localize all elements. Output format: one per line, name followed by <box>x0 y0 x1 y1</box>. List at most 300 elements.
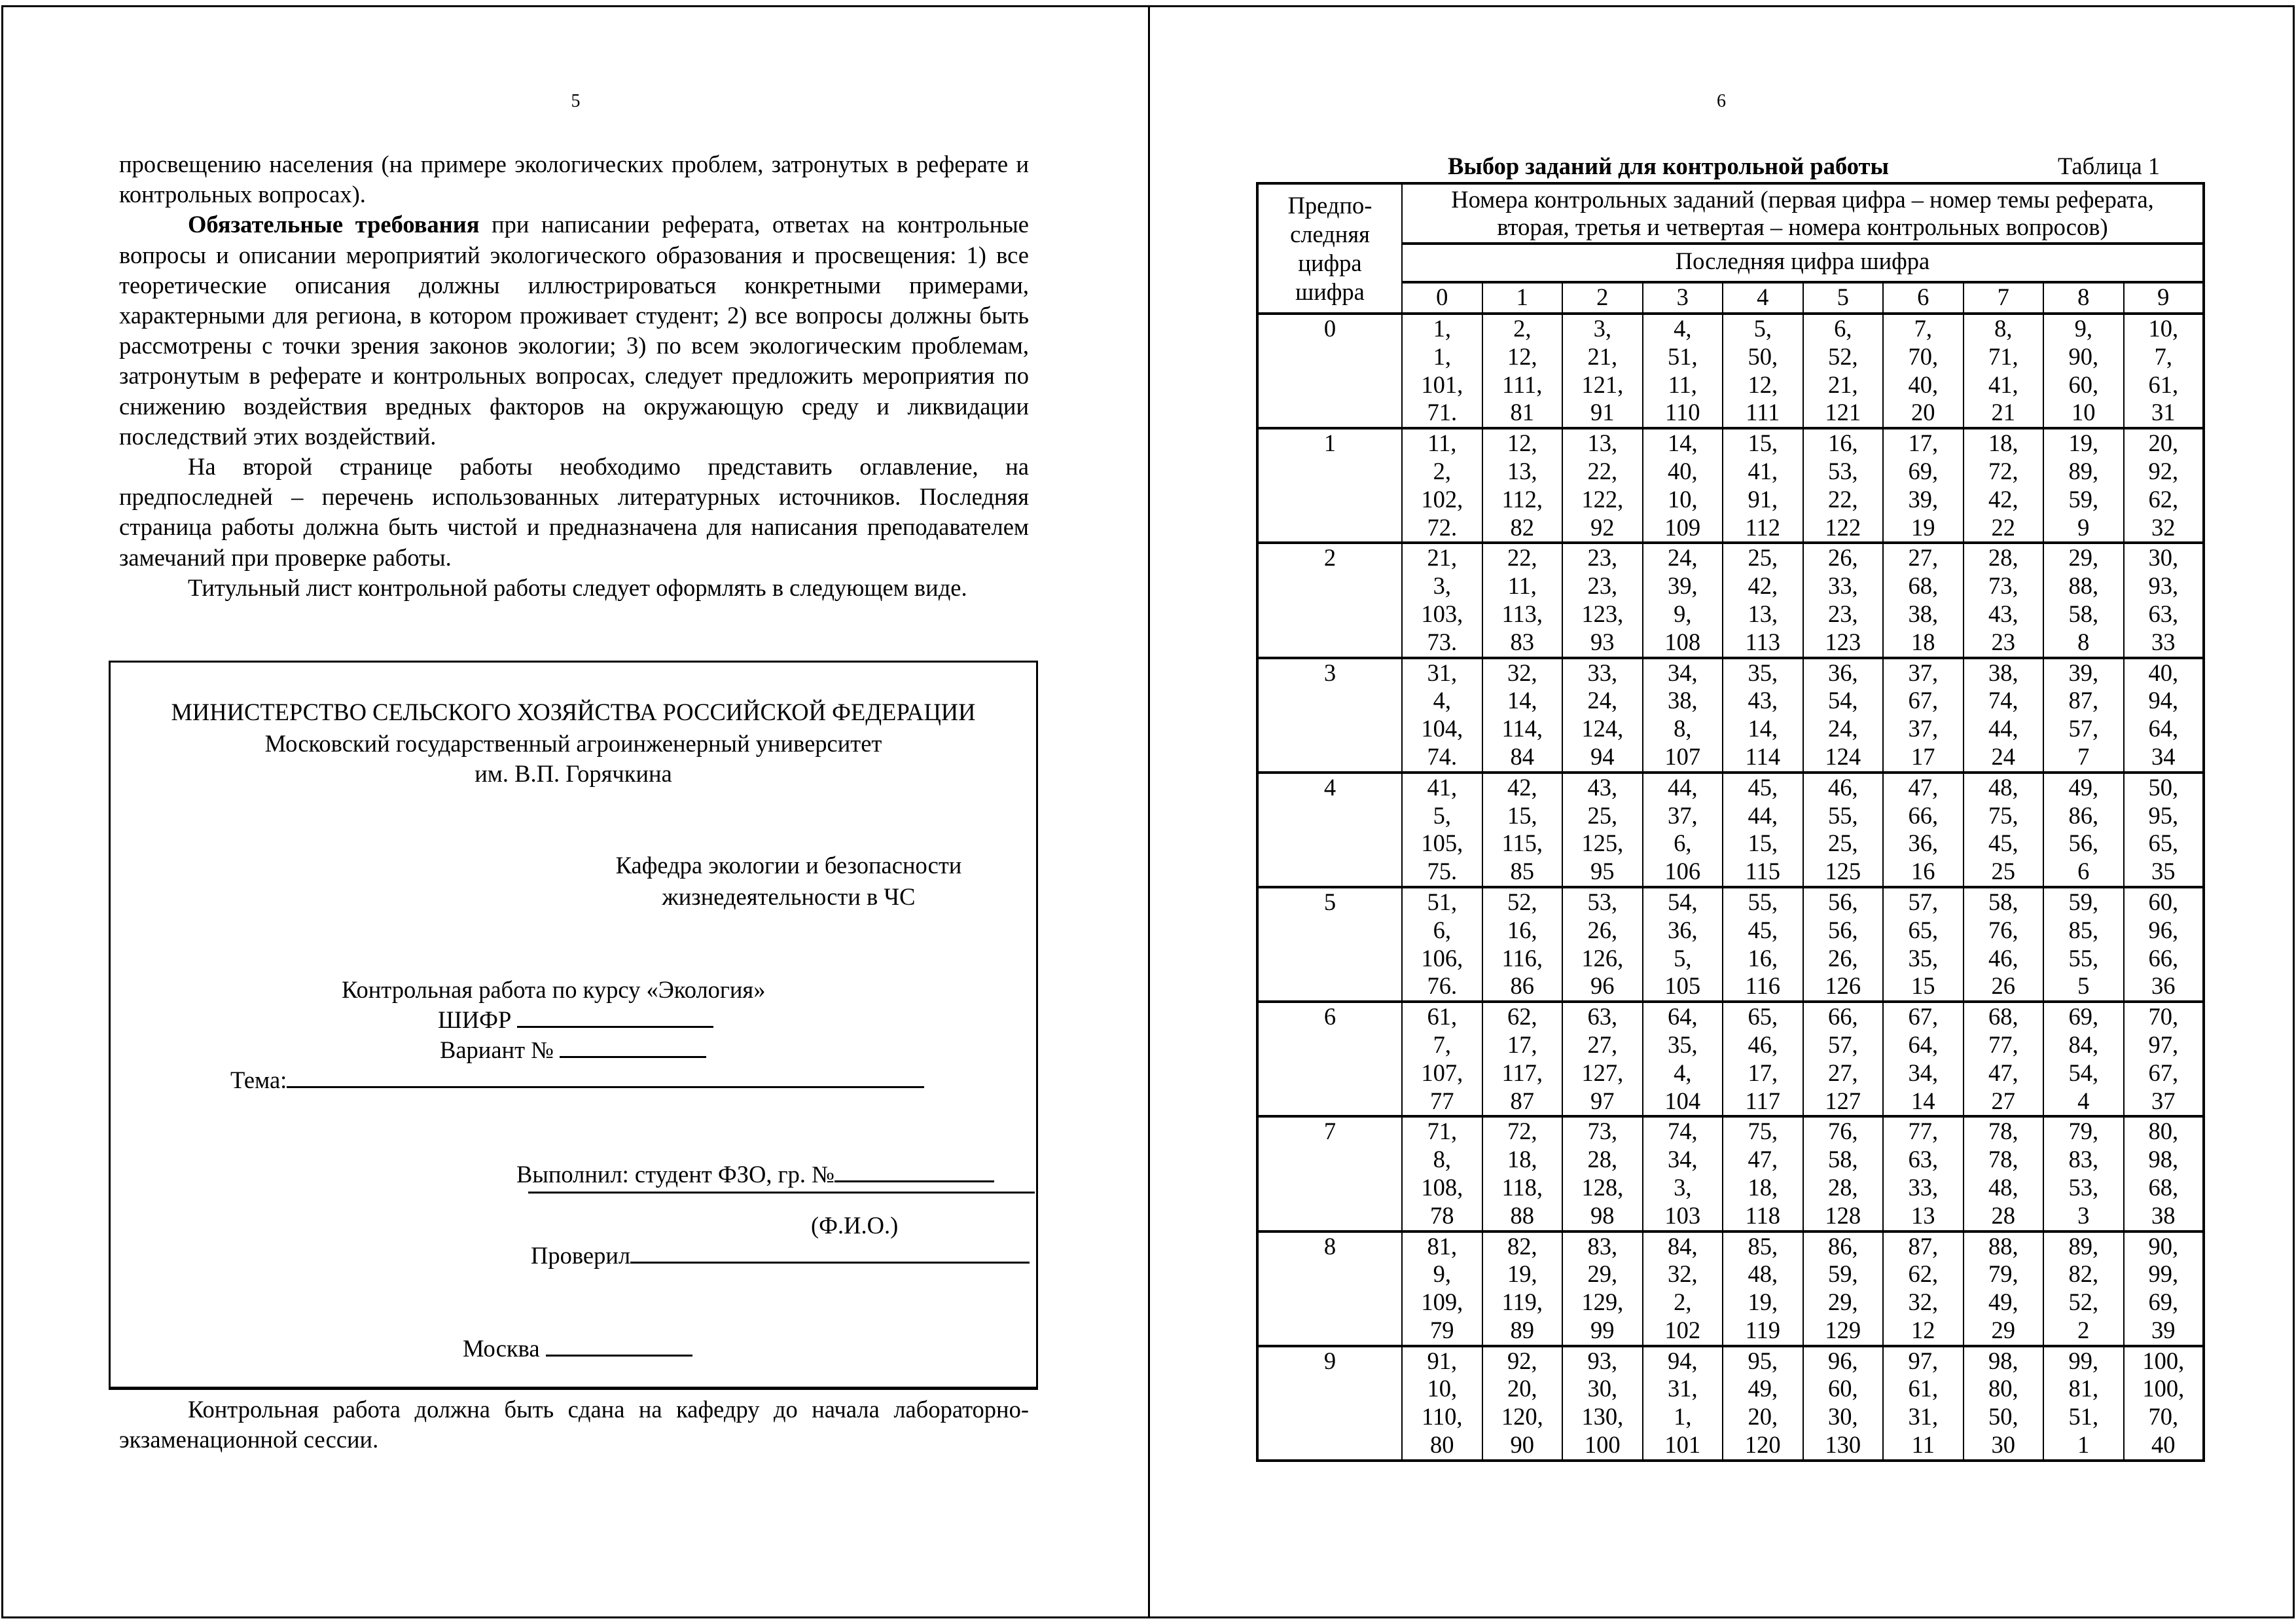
column-header: 9 <box>2124 282 2204 314</box>
table-cell <box>1482 428 1563 543</box>
task-number: 69, <box>2068 1003 2099 1030</box>
topic-blank <box>287 1067 924 1088</box>
table-cell <box>1643 1231 1723 1346</box>
task-number: 3 <box>2077 1201 2090 1229</box>
task-number: 106 <box>1664 858 1701 885</box>
task-number: 88, <box>1988 1232 2018 1260</box>
task-number: 4 <box>2077 1087 2090 1114</box>
task-number: 91 <box>1590 399 1615 426</box>
task-number: 87, <box>1908 1232 1939 1260</box>
table-cell <box>2043 428 2124 543</box>
table-cell <box>1803 543 1884 657</box>
table-cell <box>2043 658 2124 773</box>
table-cell <box>1803 1002 1884 1116</box>
table-cell <box>1723 543 1803 657</box>
task-number: 5, <box>1433 801 1451 829</box>
task-number: 13 <box>1911 1201 1935 1229</box>
task-number: 98, <box>2148 1146 2179 1173</box>
task-number: 14, <box>1667 429 1698 457</box>
task-number: 123, <box>1581 600 1624 627</box>
task-number: 115, <box>1501 830 1543 857</box>
table-row <box>1257 1346 2204 1461</box>
task-number: 105 <box>1664 972 1701 1000</box>
task-number: 12 <box>1911 1316 1935 1343</box>
task-number: 48, <box>1988 773 2018 801</box>
table-cell <box>1964 543 2044 657</box>
task-number: 30, <box>2148 544 2179 572</box>
task-number: 88, <box>2068 572 2099 600</box>
task-number: 81, <box>1427 1232 1458 1260</box>
task-number: 5 <box>2077 972 2090 1000</box>
table-cell <box>1562 543 1643 657</box>
cipher-field: ШИФР <box>438 1006 713 1034</box>
task-number: 11, <box>1507 572 1537 600</box>
table-cell <box>1643 773 1723 887</box>
column-header: 1 <box>1482 282 1563 314</box>
task-number: 50, <box>1748 342 1778 370</box>
task-number: 44, <box>1748 801 1778 829</box>
task-number: 7, <box>1433 1030 1451 1058</box>
table-cell <box>1803 1231 1884 1346</box>
task-number: 13, <box>1748 600 1778 627</box>
table-cell <box>1883 658 1964 773</box>
task-number: 47, <box>1988 1059 2018 1086</box>
task-number: 49, <box>1748 1375 1778 1402</box>
university-name: Московский государственный агроинженерный университет <box>264 730 882 757</box>
task-number: 90, <box>2068 342 2099 370</box>
task-number: 43, <box>1587 773 1618 801</box>
task-number: 78, <box>1988 1146 2018 1173</box>
table-cell <box>2043 1231 2124 1346</box>
table-cell <box>1643 658 1723 773</box>
fio-label: (Ф.И.О.) <box>811 1212 899 1239</box>
task-number: 83, <box>2068 1146 2099 1173</box>
university-namesake: им. В.П. Горячкина <box>475 760 672 787</box>
table-cell <box>1883 1346 1964 1461</box>
task-number: 108 <box>1664 628 1701 655</box>
task-number: 9, <box>1433 1260 1451 1288</box>
table-cell <box>1883 1116 1964 1231</box>
task-number: 116, <box>1501 944 1543 972</box>
task-number: 18, <box>1988 429 2018 457</box>
task-number: 3, <box>1433 572 1451 600</box>
task-number: 33 <box>2151 628 2176 655</box>
course-title: Контрольная работа по курсу «Экология» <box>342 976 766 1003</box>
table-cell <box>1723 428 1803 543</box>
task-number: 82 <box>1510 513 1534 541</box>
task-number: 35 <box>2151 858 2176 885</box>
task-number: 77, <box>1908 1118 1939 1145</box>
task-number: 10, <box>1667 485 1698 513</box>
task-number: 4, <box>1674 1059 1692 1086</box>
task-number: 59, <box>2068 888 2099 915</box>
table-cell <box>2124 658 2204 773</box>
task-number: 86 <box>1510 972 1534 1000</box>
task-number: 61, <box>1427 1003 1458 1030</box>
table-cell <box>1643 887 1723 1002</box>
table-cell <box>1643 1116 1723 1231</box>
task-number: 22, <box>1587 457 1618 484</box>
task-number: 10, <box>2148 315 2179 342</box>
task-number: 124 <box>1825 742 1861 770</box>
task-number: 71, <box>1427 1118 1458 1145</box>
task-number: 8, <box>1433 1146 1451 1173</box>
task-number: 111 <box>1746 399 1780 426</box>
task-number: 51, <box>1427 888 1458 915</box>
task-number: 41, <box>1427 773 1458 801</box>
task-number: 12, <box>1507 429 1537 457</box>
task-number: 75, <box>1748 1118 1778 1145</box>
task-number: 119, <box>1501 1288 1543 1316</box>
task-number: 35, <box>1667 1030 1698 1058</box>
task-number: 28 <box>1991 1201 2015 1229</box>
table-cell <box>1964 428 2044 543</box>
task-number: 27, <box>1827 1059 1858 1086</box>
task-number: 110 <box>1665 399 1700 426</box>
task-number: 120 <box>1744 1431 1781 1459</box>
task-number: 17 <box>1911 742 1935 770</box>
task-number: 57, <box>2068 715 2099 742</box>
task-number: 6, <box>1433 916 1451 943</box>
task-number: 73, <box>1587 1118 1618 1145</box>
task-number: 23 <box>1991 628 2015 655</box>
task-number: 82, <box>2068 1260 2099 1288</box>
task-number: 75. <box>1427 858 1458 885</box>
table-cell <box>2043 1346 2124 1461</box>
task-number: 29, <box>1827 1288 1858 1316</box>
task-number: 54, <box>1827 687 1858 714</box>
task-number: 30, <box>1587 1375 1618 1402</box>
task-number: 18, <box>1507 1146 1537 1173</box>
task-number: 48, <box>1988 1173 2018 1201</box>
task-number: 130 <box>1825 1431 1861 1459</box>
task-number: 8 <box>2077 628 2090 655</box>
task-number: 63, <box>1908 1146 1939 1173</box>
task-number: 71. <box>1427 399 1458 426</box>
task-number: 66, <box>2148 944 2179 972</box>
task-number: 54, <box>1667 888 1698 915</box>
table-cell <box>1723 314 1803 428</box>
task-number: 7, <box>1914 315 1932 342</box>
table-cell <box>1643 428 1723 543</box>
task-number: 27, <box>1908 544 1939 572</box>
task-number: 59, <box>1827 1260 1858 1288</box>
task-number: 55, <box>2068 944 2099 972</box>
task-number: 65, <box>1908 916 1939 943</box>
table-cell <box>1562 887 1643 1002</box>
table-cell <box>2043 1116 2124 1231</box>
table-cell <box>1803 428 1884 543</box>
table-cell <box>1723 773 1803 887</box>
table-cell <box>1482 314 1563 428</box>
department-line-1: Кафедра экологии и безопасности <box>615 852 962 879</box>
task-number: 109 <box>1664 513 1701 541</box>
task-number: 104 <box>1664 1087 1701 1114</box>
column-header: 3 <box>1643 282 1723 314</box>
task-number: 79, <box>1988 1260 2018 1288</box>
task-number: 50, <box>1988 1403 2018 1431</box>
fio-blank <box>528 1192 1035 1194</box>
city-field: Москва <box>463 1334 692 1363</box>
table-cell <box>1482 658 1563 773</box>
task-number: 51, <box>1667 342 1698 370</box>
task-number: 38, <box>1988 659 2018 686</box>
topic-field: Тема: <box>230 1066 924 1095</box>
task-number: 15, <box>1748 429 1778 457</box>
table-cell <box>1723 658 1803 773</box>
task-number: 68, <box>2148 1173 2179 1201</box>
task-number: 17, <box>1748 1059 1778 1086</box>
task-number: 15, <box>1507 801 1537 829</box>
task-number: 25, <box>1587 801 1618 829</box>
table-cell <box>1964 1002 2044 1116</box>
table-cell <box>1402 1231 1482 1346</box>
task-number: 22, <box>1507 544 1537 572</box>
task-number: 56, <box>1827 888 1858 915</box>
task-number: 40, <box>1908 371 1939 398</box>
table-cell <box>1883 1231 1964 1346</box>
table-cell <box>1883 428 1964 543</box>
task-number: 63, <box>2148 600 2179 627</box>
task-number: 83, <box>1587 1232 1618 1260</box>
task-number: 89 <box>1510 1316 1534 1343</box>
task-number: 32, <box>1667 1260 1698 1288</box>
task-number: 85, <box>2068 916 2099 943</box>
task-number: 3, <box>1674 1173 1692 1201</box>
table-cell <box>1964 1231 2044 1346</box>
task-number: 90, <box>2148 1232 2179 1260</box>
task-number: 128, <box>1581 1173 1624 1201</box>
task-number: 88 <box>1510 1201 1534 1229</box>
checked-by-field: Проверил <box>531 1241 1030 1270</box>
table-cell <box>1402 887 1482 1002</box>
table-cell <box>1964 1116 2044 1231</box>
task-number: 127 <box>1825 1087 1861 1114</box>
task-number: 76. <box>1427 972 1458 1000</box>
table-cell <box>1643 1002 1723 1116</box>
task-number: 118 <box>1745 1201 1780 1229</box>
column-header: 6 <box>1883 282 1964 314</box>
task-number: 28, <box>1827 1173 1858 1201</box>
task-number: 97, <box>1908 1347 1939 1374</box>
task-number: 33, <box>1827 572 1858 600</box>
task-number: 101, <box>1421 371 1463 398</box>
paragraph: Титульный лист контрольной работы следует оформлять в следующем виде. <box>188 574 967 601</box>
task-number: 20 <box>1911 399 1935 426</box>
task-number: 14, <box>1507 687 1537 714</box>
task-number: 41, <box>1988 371 2018 398</box>
task-number: 30, <box>1827 1403 1858 1431</box>
table-cell <box>2124 314 2204 428</box>
table-row <box>1257 773 2204 887</box>
column-header: 0 <box>1402 282 1482 314</box>
table-cell <box>1803 314 1884 428</box>
task-number: 122 <box>1825 513 1861 541</box>
task-number: 29 <box>1991 1316 2015 1343</box>
task-number: 35, <box>1748 659 1778 686</box>
task-number: 37, <box>1667 801 1698 829</box>
task-number: 69, <box>1908 457 1939 484</box>
task-selection-table <box>1256 182 2205 1462</box>
task-number: 93 <box>1590 628 1615 655</box>
task-number: 107 <box>1664 742 1701 770</box>
task-number: 126 <box>1825 972 1861 1000</box>
task-number: 42, <box>1748 572 1778 600</box>
task-number: 42, <box>1507 773 1537 801</box>
task-number: 60, <box>2148 888 2179 915</box>
body-text <box>119 149 1029 603</box>
task-number: 64, <box>1667 1003 1698 1030</box>
task-number: 39 <box>2151 1316 2176 1343</box>
task-number: 17, <box>1908 429 1939 457</box>
task-number: 26, <box>1827 944 1858 972</box>
table-cell <box>1482 1231 1563 1346</box>
task-number: 50, <box>2148 773 2179 801</box>
cipher-blank <box>517 1006 713 1028</box>
table-cell <box>1723 1116 1803 1231</box>
task-number: 35, <box>1908 944 1939 972</box>
task-number: 2, <box>1513 315 1532 342</box>
task-number: 46, <box>1748 1030 1778 1058</box>
task-number: 15, <box>1748 830 1778 857</box>
table-cell <box>1562 773 1643 887</box>
row-label: 1 <box>1257 428 1402 543</box>
task-number: 59, <box>2068 485 2099 513</box>
task-number: 56, <box>2068 830 2099 857</box>
task-number: 41, <box>1748 457 1778 484</box>
task-number: 77, <box>1988 1030 2018 1058</box>
task-number: 27, <box>1587 1030 1618 1058</box>
task-number: 109, <box>1421 1288 1463 1316</box>
task-number: 97 <box>1590 1087 1615 1114</box>
task-number: 32, <box>1507 659 1537 686</box>
performed-by-field: Выполнил: студент ФЗО, гр. № <box>516 1160 994 1189</box>
task-number: 32 <box>2151 513 2176 541</box>
task-number: 85 <box>1510 858 1534 885</box>
task-number: 19 <box>1911 513 1935 541</box>
task-number: 100 <box>1584 1431 1621 1459</box>
table-cell <box>1803 1116 1884 1231</box>
paragraph: просвещению населения (на примере экологических проблем, затронутых в реферате и контрольных вопросах). <box>119 151 1029 208</box>
task-number: 4, <box>1433 687 1451 714</box>
task-number: 46, <box>1827 773 1858 801</box>
table-cell <box>1402 773 1482 887</box>
task-number: 103 <box>1664 1201 1701 1229</box>
task-number: 28, <box>1988 544 2018 572</box>
task-number: 92, <box>2148 457 2179 484</box>
task-number: 22 <box>1991 513 2015 541</box>
table-cell <box>2124 773 2204 887</box>
task-number: 106, <box>1421 944 1463 972</box>
group-header: Номера контрольных заданий (первая цифра – номер темы реферата, вторая, третья и четвертая – номера контрольных вопросов) <box>1402 183 2204 244</box>
table-cell <box>2124 1346 2204 1461</box>
task-number: 62, <box>2148 485 2179 513</box>
table-cell <box>1643 543 1723 657</box>
task-number: 26, <box>1827 544 1858 572</box>
task-number: 73, <box>1988 572 2018 600</box>
task-number: 105, <box>1421 830 1463 857</box>
task-number: 19, <box>1748 1288 1778 1316</box>
task-number: 70, <box>2148 1003 2179 1030</box>
task-number: 95, <box>1748 1347 1778 1374</box>
table-cell <box>1402 1116 1482 1231</box>
task-number: 42, <box>1988 485 2018 513</box>
paragraph: Контрольная работа должна быть сдана на кафедру до начала лабораторно-экзаменационной сессии. <box>119 1396 1029 1453</box>
task-number: 20, <box>1507 1375 1537 1402</box>
task-number: 45, <box>1988 830 2018 857</box>
task-number: 100, <box>2142 1375 2185 1402</box>
task-number: 40, <box>2148 659 2179 686</box>
task-number: 36 <box>2151 972 2176 1000</box>
paragraph: На второй странице работы необходимо представить оглавление, на предпоследней – перечень использованных литературных источников. Последняя страница работы должна быть чистой и предназначена для написания преподавателем замечаний при проверке работы. <box>119 453 1029 571</box>
task-number: 89, <box>2068 1232 2099 1260</box>
table-cell <box>1964 887 2044 1002</box>
task-number: 16, <box>1748 944 1778 972</box>
task-number: 95 <box>1590 858 1615 885</box>
corner-header: Предпо- следняя цифра шифра <box>1257 183 1402 314</box>
table-cell <box>1803 773 1884 887</box>
task-number: 110, <box>1421 1403 1463 1431</box>
task-number: 8, <box>1994 315 2013 342</box>
task-number: 123 <box>1825 628 1861 655</box>
row-label: 2 <box>1257 543 1402 657</box>
task-number: 24, <box>1587 687 1618 714</box>
task-number: 62, <box>1908 1260 1939 1288</box>
table-cell <box>1883 314 1964 428</box>
subgroup-header: Последняя цифра шифра <box>1402 244 2204 282</box>
task-number: 37 <box>2151 1087 2176 1114</box>
task-number: 39, <box>1908 485 1939 513</box>
table-cell <box>1883 543 1964 657</box>
task-number: 34, <box>1667 1146 1698 1173</box>
task-number: 82, <box>1507 1232 1537 1260</box>
task-number: 87 <box>1510 1087 1534 1114</box>
table-cell <box>1964 314 2044 428</box>
task-number: 30 <box>1991 1431 2015 1459</box>
table-cell <box>1562 1002 1643 1116</box>
task-number: 94, <box>2148 687 2179 714</box>
task-number: 125 <box>1825 858 1861 885</box>
task-number: 121 <box>1825 399 1861 426</box>
task-number: 23, <box>1587 572 1618 600</box>
task-number: 83 <box>1510 628 1534 655</box>
task-number: 10 <box>2072 399 2096 426</box>
task-number: 44, <box>1988 715 2018 742</box>
task-number: 70, <box>1908 342 1939 370</box>
row-label: 4 <box>1257 773 1402 887</box>
table-cell <box>1482 1346 1563 1461</box>
task-number: 67, <box>1908 1003 1939 1030</box>
task-number: 44, <box>1667 773 1698 801</box>
task-number: 52, <box>1507 888 1537 915</box>
task-number: 34, <box>1908 1059 1939 1086</box>
task-number: 22, <box>1827 485 1858 513</box>
table-cell <box>1562 1231 1643 1346</box>
task-number: 36, <box>1827 659 1858 686</box>
table-cell <box>1803 887 1884 1002</box>
table-label: Таблица 1 <box>2058 153 2161 179</box>
table-cell <box>1964 1346 2044 1461</box>
task-number: 34, <box>1667 659 1698 686</box>
table-cell <box>1803 1346 1884 1461</box>
task-number: 49, <box>1988 1288 2018 1316</box>
task-number: 40 <box>2151 1431 2176 1459</box>
year-blank <box>546 1335 692 1357</box>
task-number: 16, <box>1507 916 1537 943</box>
task-number: 65, <box>1748 1003 1778 1030</box>
task-number: 9, <box>1674 600 1692 627</box>
task-number: 2, <box>1433 457 1451 484</box>
